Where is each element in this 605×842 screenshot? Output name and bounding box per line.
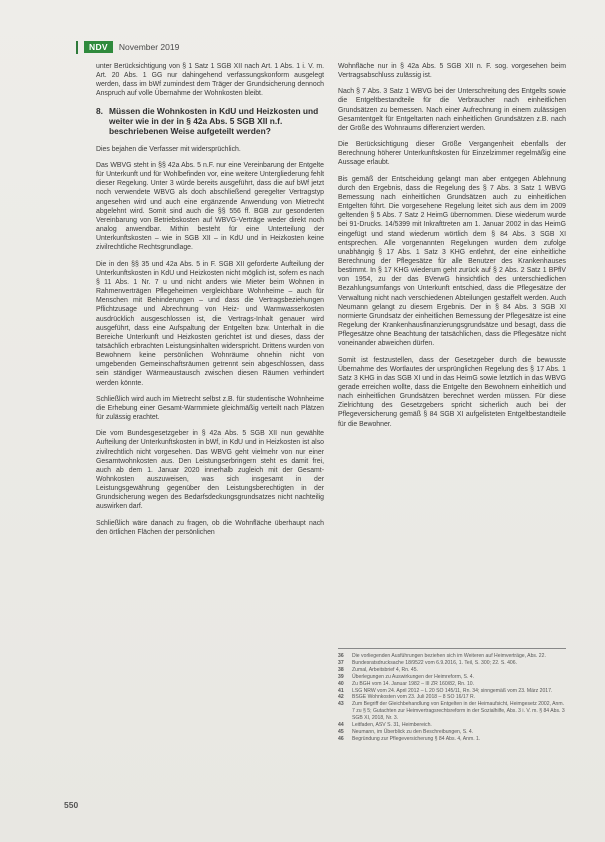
paragraph: Somit ist festzustellen, dass der Gesetzgeber durch die bewusste Übernahme des Wortlautes der ursprünglichen Regelung des § 17 Abs. 1 Satz 3 KHG in das SGB XI und in das HeimG sowie letztlich in das WBVG gerade erreichen wollte, dass die Entgelte den Bewohnern einheitlich und nach einheitlichen Grundsätzen berechnet werden müssen. Für diese Zielrichtung des Gesetzgebers spricht sicherlich auch bei der Pflegeversicherung gemäß § 84 SGB XI aufgelisteten Entgeltbestandteile für die Bewohner. xyxy=(338,356,566,428)
paragraph: Die Berücksichtigung dieser Größe Vergangenheit ebenfalls der Berechnung höherer Unterkunftskosten für Einzelzimmer regelmäßig eine Aussage erlaubt. xyxy=(338,141,566,167)
footnote: 44 Leitfaden, ASV S. 31, Heimbereich. xyxy=(338,722,432,729)
footnote: 38 Zumal, Arbeitsbrief 4, Rn. 45. xyxy=(338,666,418,673)
footnote: 36 Die vorliegenden Ausführungen beziehen sich im Weiteren auf Heimverträge, Abs. 22. xyxy=(338,653,546,659)
footnote: 41 LSG NRW vom 24. April 2012 – L 20 SO 145/11, Rn. 34; sinngemäß vom 23. März 2017. xyxy=(338,687,553,694)
paragraph: Die in den §§ 35 und 42a Abs. 5 in F. SGB XII geforderte Aufteilung der Unterkunftskosten in KdU und Heizkosten nicht möglich ist, sofern es nach § 11 Abs. 1 Nr. 7 u und nicht anders wie Mieter beim Wohnen in Rahmenverträgen Pflegeheimen vergleichbare Wohnheime – auch für Menschen mit Behinderungen – und dass die Vertragsbeziehungen Pflichtzusage und Abrechnung von Heiz- und Warmwasserkosten ausdrücklich ausgeschlossen ist, die Vertrags-Inhalt genauer wird ausgeführt, dass eine Aufspaltung der Entgelten bzw. Unterhalt in die Bereiche Unterkunft und Heizkosten gerichtet ist und dieses, dass der tatsächlich erbrachten Leistungsinhalten widerspricht. Drittens wurden von Bewohnern keine persönlichen Wohnräume ohnehin nicht von umgebenden Gemeinschaftsräumen getrennt sein abgeschlossen, dass sein ständiger Wärmeaustausch zwischen diesen Räumen verhindert werden könnte. xyxy=(96,260,324,387)
paragraph: unter Berücksichtigung von § 1 Satz 1 SGB XII nach Art. 1 Abs. 1 i. V. m. Art. 20 Abs. 1 GG nur dahingehend verfassungskonform ausgelegt werden, dass im bWf zumindest dem Träger der Grundsicherung dennoch Anspruch auf volle Übernahme der Wohnkosten bleibt. xyxy=(96,63,324,98)
section-heading xyxy=(96,106,324,137)
paragraph: Schließlich wäre danach zu fragen, ob die Wohnfläche überhaupt nach den örtlichen Flächen der persönlichen xyxy=(96,519,324,536)
paragraph: Wohnfläche nur in § 42a Abs. 5 SGB XII n. F. sog. vorgesehen beim Vertragsabschluss zulässig ist. xyxy=(338,63,566,80)
section-title: Müssen die Wohnkosten in KdU und Heizkosten und weiter wie in der in § 42a Abs. 5 SGB XII n.f. beschriebenen Weise aufgeteilt werden? xyxy=(109,105,319,137)
paragraph: Nach § 7 Abs. 3 Satz 1 WBVG bei der Unterschreitung des Entgelts sowie die Entgeltbestandteile für die Verbraucher nach einheitlichen Grundsätzen zu bemessen. Nach einer Aufrechnung in einem zulässigen Gesamtentgelt für Entgeltarten nach einheitlichen Grundsätzen z.B. nach der Größe des Wohnraums differenziert werden. xyxy=(338,88,566,132)
section-number: 8. xyxy=(96,105,103,116)
footnote: 40 Zu BGH vom 14. Januar 1982 – III ZR 160/82, Rn. 10. xyxy=(338,680,475,687)
footnote: 39 Überlegungen zu Auswirkungen der Heimreform, S. 4. xyxy=(338,673,475,680)
page-number: 550 xyxy=(64,800,79,810)
footnote: 43 Zum Begriff der Gleichbehandlung von Entgelten in der Heimaufsicht, Heimgesetz 2002, Anm. 7 zu § 5; Gutachten zur Heimvertragsrechtsreform in der Sozialhilfe, Abs. 3 i. V. m. § 84 Abs. 3 SGB XI, 2018, Nr. 3. xyxy=(338,701,565,722)
journal-badge: NDV xyxy=(84,41,113,53)
page-header xyxy=(76,40,179,54)
paragraph: Das WBVG steht in §§ 42a Abs. 5 n.F. nur eine Vereinbarung der Entgelte für Unterkunft und für Wohlbefinden vor, eine weitere Untergliederung fehlt dieser Regelung. Unter 3 würde bereits ausgeführt, dass die auf bWf jetzt noch verwendete WBVG als doch abschließend geregelter Vertragstyp angesehen wird und auch eine ergänzende Anwendung von Mietrecht abgelehnt wird. Somit sind auch die §§ 556 ff. BGB zur gesonderten Vereinbarung von Betriebskosten auf WBVG-Verträge weder direkt noch analog anwendbar. Mithin besteht für eine Unterteilung der Unterkunftskosten – wie in SGB XII – in KdU und in Heizkosten keine zivilrechtliche Rechtsgrundlage. xyxy=(96,162,324,252)
footnote: 46 Begründung zur Pflegeversicherung § 84 Abs. 4, Anm. 1. xyxy=(338,735,481,742)
right-column xyxy=(338,62,566,436)
paragraph: Dies bejahen die Verfasser mit widersprüchlich. xyxy=(96,145,241,153)
paragraph: Die vom Bundesgesetzgeber in § 42a Abs. 5 SGB XII nun gewählte Aufteilung der Unterkunftskosten in bWf, in KdU und in Heizkosten ist also zivilrechtlich nicht vorgesehen. Das WBVG geht vielmehr von nur einer Gesamtwohnkosten aus. Den Leistungserbringern steht es damit frei, auch ab dem 1. Januar 2020 innerhalb zugleich mit der Gesamt-Wohnkosten auszuweisen, was sich insgesamt in der Leistungsgewährung gegenüber den Leistungsberechtigten in der Grundsicherung wegen des Bedarfsdeckungsgrundsatzes nicht nachteilig auswirken darf. xyxy=(96,430,324,511)
footnote: 42 BSGE Wohnkosten vom 23. Juli 2018 – 8 SO 16/17 R. xyxy=(338,694,476,701)
footnote: 37 Bundesratsdrucksache 18/9522 vom 6.9.2016, 1. Teil, S. 300; 22. S. 406. xyxy=(338,659,517,666)
issue-date: November 2019 xyxy=(118,42,180,52)
paragraph: Bis gemäß der Entscheidung gelangt man aber entgegen Ablehnung durch den Ergebnis, dass die Regelung des § 7 Abs. 3 Satz 1 WBVG Bemessung nach einheitlichen Grundsätzen auch zu einheitlichen Entgelten führt. Die vorgesehene Regelung leitet sich aus dem im 2009 geltenden § 5 Abs. 7 Satz 2 HeimG übernommen. Diese wiederum wurde bei 91-Drucks. 14/5399 mit Inkrafttreten am 1. Januar 2002 in das HeimG eingefügt und stand wiederum wörtlich dem § 84 Abs. 3 SGB XI entsprechen. Alle vorgenannten Regelungen wurden dem zufolge unabhängig § 17 Abs. 1 Satz 3 KHG entlehnt, der eine einheitliche Berechnung der Pflegesätze für alle Benutzer des Krankenhauses bestimmt. In § 17 KHG wiederum geht zurück auf § 2 Abs. 2 Satz 1 BPflV von 1954, zu der das BVerwG hinsichtlich des unterschiedlichen Bezahlungsumfangs von Unterkunft entschied, dass die Pflegesätze der Verwaltung nicht nach verschiedenen Abteilungen gestaffelt werden. Auch Neumann gelangt zu diesem Ergebnis. Der in § 84 Abs. 3 SGB XI normierte Grundsatz der einheitlichen Bemessung der Pflegesätze ist eine Regelung der Krankenhausfinanzierungsgrundsätze und besagt, dass die Pflegesätze ohne Beachtung der tatsächlichen, dass die Pflegesätze nicht voneinander abweichen dürfen. xyxy=(338,175,566,348)
footnotes xyxy=(338,648,566,743)
paragraph: Schließlich wird auch im Mietrecht selbst z.B. für studentische Wohnheime die Erhebung einer Gesamt-Warmmiete gleichmäßig verteilt nach Plätzen für zulässig erachtet. xyxy=(96,395,324,422)
footnote: 45 Neumann, im Überblick zu den Beschreibungen, S. 4. xyxy=(338,728,474,735)
header-rule xyxy=(76,41,78,54)
left-column xyxy=(96,62,324,544)
